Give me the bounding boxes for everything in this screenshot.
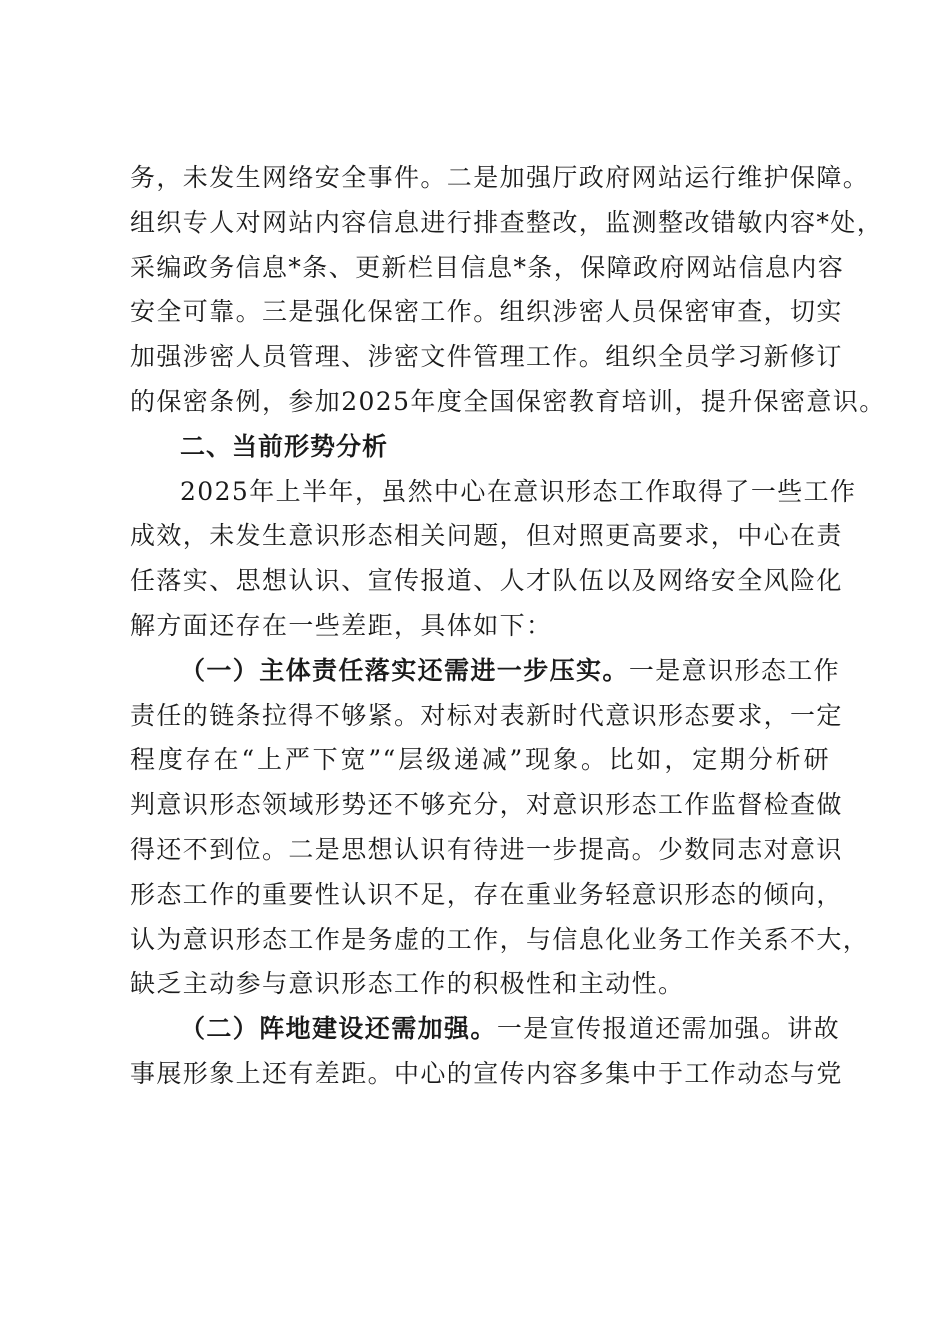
text-line: 判意识形态领域形势还不够充分，对意识形态工作监督检查做 xyxy=(130,790,843,820)
text-run: 一是宣传报道还需加强。讲故 xyxy=(496,1014,841,1044)
text-line xyxy=(130,1007,841,1052)
text-line: 采编政务信息*条、更新栏目信息*条，保障政府网站信息内容 xyxy=(130,252,845,282)
text-line: 责任的链条拉得不够紧。对标对表新时代意识形态要求，一定 xyxy=(130,700,843,730)
text-line: 加强涉密人员管理、涉密文件管理工作。组织全员学习新修订 xyxy=(130,342,843,372)
text-line xyxy=(130,649,841,694)
subheading: （一）主体责任落实还需进一步压实。 xyxy=(180,655,629,685)
subheading: （二）阵地建设还需加强。 xyxy=(180,1014,497,1044)
text-line: 组织专人对网站内容信息进行排查整改，监测整改错敏内容*处， xyxy=(130,207,884,237)
text-run: 一是意识形态工作 xyxy=(628,655,841,685)
paragraph-network-security xyxy=(130,156,886,425)
text-line: 得还不到位。二是思想认识有待进一步提高。少数同志对意识 xyxy=(130,834,843,864)
text-line: 任落实、思想认识、宣传报道、人才队伍以及网络安全风险化 xyxy=(130,566,843,596)
paragraph-position-building xyxy=(130,1007,843,1097)
text-line: 务，未发生网络安全事件。二是加强厅政府网站运行维护保障。 xyxy=(130,163,870,192)
text-line: 认为意识形态工作是务虚的工作，与信息化业务工作关系不大， xyxy=(130,924,870,954)
text-line: 安全可靠。三是强化保密工作。组织涉密人员保密审查，切实 xyxy=(130,297,843,327)
text-line: 缺乏主动参与意识形态工作的积极性和主动性。 xyxy=(130,969,685,999)
text-line: 事展形象上还有差距。中心的宣传内容多集中于工作动态与党 xyxy=(130,1058,843,1088)
text-line: 程度存在“上严下宽”“层级递减”现象。比如，定期分析研 xyxy=(130,745,830,775)
text-line: 形态工作的重要性认识不足，存在重业务轻意识形态的倾向， xyxy=(130,879,843,909)
text-line: 2025年上半年，虽然中心在意识形态工作取得了一些工作 xyxy=(180,476,857,506)
document-body xyxy=(130,156,886,1097)
paragraph-responsibility xyxy=(130,649,870,1007)
text-line: 的保密条例，参加2025年度全国保密教育培训，提升保密意识。 xyxy=(130,386,886,416)
text-line: 解方面还存在一些差距，具体如下： xyxy=(130,610,553,640)
paragraph-situation-intro xyxy=(130,470,857,649)
text-line: 成效，未发生意识形态相关问题，但对照更高要求，中心在责 xyxy=(130,521,843,551)
section-heading: 二、当前形势分析 xyxy=(180,431,389,461)
